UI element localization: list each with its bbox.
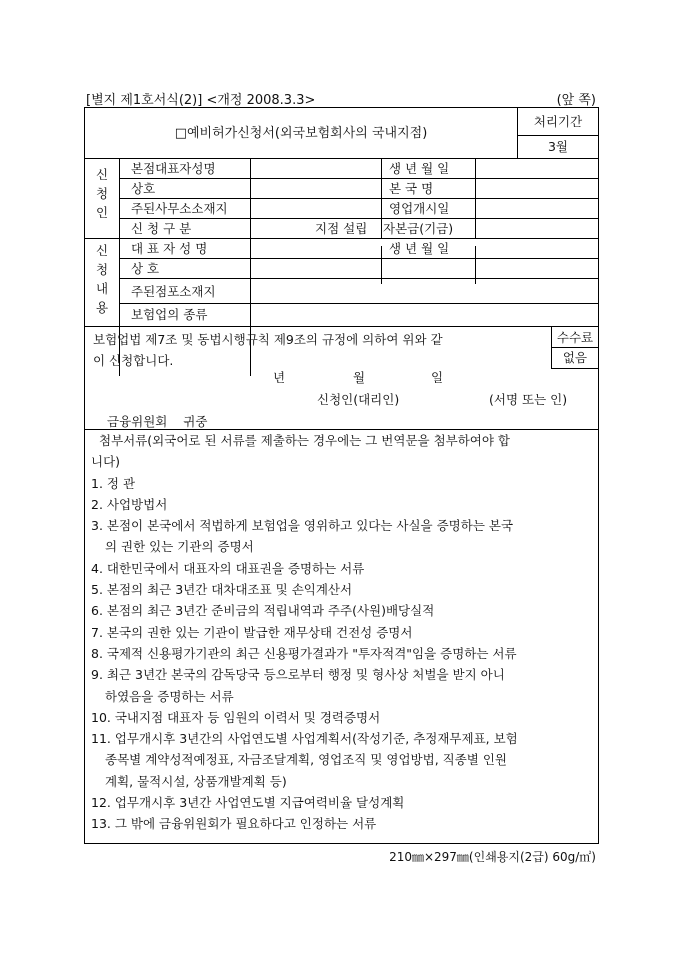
content-section-label: 신 청 내 용 (95, 243, 109, 315)
declaration-line-2: 이 신청합니다. (93, 353, 174, 368)
attachment-intro-cont: 니다) (91, 454, 121, 470)
content-store-label: 주된점포소재지 (131, 284, 216, 299)
list-item: 12. 업무개시후 3년간 사업연도별 지급여력비율 달성계획 (91, 795, 405, 811)
list-item: 1. 정 관 (91, 475, 136, 491)
list-item: 의 권한 있는 기관의 증명서 (105, 539, 254, 555)
list-item: 13. 그 밖에 금융위원회가 필요하다고 인정하는 서류 (91, 816, 377, 832)
form-title: □예비허가신청서(외국보험회사의 국내지점) (174, 126, 428, 141)
list-item: 하였음을 증명하는 서류 (105, 688, 234, 704)
application-form (84, 107, 599, 844)
content-rep-name-label: 대 표 자 성 명 (131, 241, 208, 256)
list-item: 종목별 계약성적예정표, 자금조달계획, 영업조직 및 영업방법, 직종별 인원 (105, 752, 507, 768)
list-item: 5. 본점의 최근 3년간 대차대조표 및 손익계산서 (91, 582, 353, 598)
processing-period-label: 처리기간 (533, 114, 583, 129)
list-item: 7. 본국의 권한 있는 기관이 발급한 재무상태 건전성 증명서 (91, 624, 413, 640)
attachment-intro: 첨부서류(외국어로 된 서류를 제출하는 경우에는 그 번역문을 첨부하여야 합 (99, 433, 510, 448)
home-country-label: 본 국 명 (389, 181, 434, 196)
list-item: 3. 본점이 본국에서 적법하게 보험업을 영위하고 있다는 사실을 증명하는 본국 (91, 518, 514, 534)
main-office-label: 주된사무소소재지 (131, 201, 228, 216)
form-number: [별지 제1호서식(2)] <개정 2008.3.3> (86, 93, 316, 108)
date-year: 년 (273, 370, 286, 385)
attachment-list (91, 430, 596, 835)
applicant-section-label: 신 청 인 (95, 167, 109, 220)
list-item: 2. 사업방법서 (91, 496, 168, 512)
birthdate-label: 생 년 월 일 (389, 161, 450, 176)
list-item: 11. 업무개시후 3년간의 사업연도별 사업계획서(작성기준, 추정재무제표, 보험 (91, 731, 518, 747)
content-company-label: 상 호 (131, 261, 160, 276)
paper-spec: 210㎜×297㎜(인쇄용지(2급) 60g/㎡) (389, 850, 596, 864)
list-item: 8. 국제적 신용평가기관의 최근 신용평가결과가 "투자적격"임을 증명하는 서류 (91, 645, 517, 661)
addressee: 금융위원회 귀중 (107, 414, 208, 429)
capital-label: 자본금(기금) (383, 221, 454, 236)
date-month: 월 (353, 370, 366, 385)
list-item: 9. 최근 3년간 본국의 감독당국 등으로부터 행정 및 형사상 처벌을 받지 아니 (91, 667, 505, 683)
fee-label: 수수료 (556, 330, 594, 345)
fee-value: 없음 (562, 350, 588, 365)
business-start-label: 영업개시일 (389, 201, 450, 216)
date-day: 일 (431, 370, 444, 385)
application-type-value: 지점 설립 (315, 221, 368, 236)
application-type-label: 신 청 구 분 (131, 221, 192, 236)
list-item: 4. 대한민국에서 대표자의 대표권을 증명하는 서류 (91, 560, 365, 576)
company-name-label: 상호 (131, 181, 156, 196)
signature-or-seal: (서명 또는 인) (489, 392, 568, 407)
declaration-line-1: 보험업법 제7조 및 동법시행규칙 제9조의 규정에 의하여 위와 같 (93, 332, 443, 347)
insurance-type-label: 보험업의 종류 (131, 307, 208, 322)
list-item: 6. 본점의 최근 3년간 준비금의 적립내역과 주주(사원)배당실적 (91, 603, 435, 619)
list-item: 10. 국내지점 대표자 등 임원의 이력서 및 경력증명서 (91, 709, 381, 725)
rep-name-label: 본점대표자성명 (131, 161, 216, 176)
list-item: 계획, 물적시설, 상품개발계획 등) (105, 773, 287, 789)
applicant-signature-label: 신청인(대리인) (317, 392, 400, 407)
page-side: (앞 쪽) (556, 93, 596, 108)
content-birthdate-label: 생 년 월 일 (389, 241, 450, 256)
processing-period-value: 3월 (547, 139, 569, 154)
